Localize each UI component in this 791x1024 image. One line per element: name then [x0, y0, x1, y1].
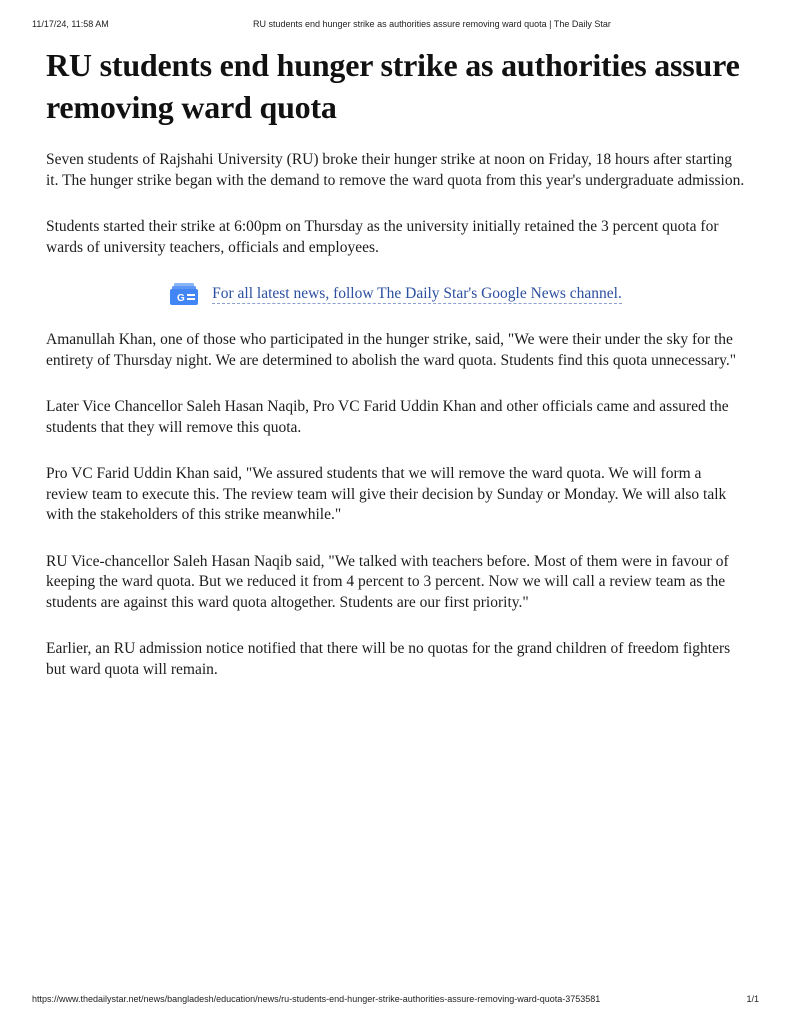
google-news-icon — [170, 283, 198, 305]
print-datetime: 11/17/24, 11:58 AM — [32, 19, 109, 29]
print-header — [0, 19, 791, 33]
article-paragraph: Pro VC Farid Uddin Khan said, "We assured students that we will remove the ward quota. We will form a review team to execute this. The review team will give their decision by Sunday or Monday. We will also talk with the stakeholders of this strike meanwhile." — [46, 465, 727, 523]
print-url[interactable]: https://www.thedailystar.net/news/bangladesh/education/news/ru-students-end-hunger-strike-authorities-assure-removing-ward-quota-3753581 — [32, 994, 601, 1004]
article — [46, 44, 746, 706]
article-paragraph: Amanullah Khan, one of those who participated in the hunger strike, said, "We were their under the sky for the entirety of Thursday night. We are determined to abolish the ward quota. Students find this quota unnecessary." — [46, 331, 737, 369]
print-footer — [0, 994, 791, 1008]
article-paragraph: Seven students of Rajshahi University (RU) broke their hunger strike at noon on Friday, 18 hours after starting it. The hunger strike began with the demand to remove the ward quota from this year's undergraduate admission. — [46, 151, 745, 189]
print-document-title: RU students end hunger strike as authorities assure removing ward quota | The Daily Star — [253, 19, 611, 29]
page-number: 1/1 — [746, 994, 759, 1004]
article-paragraph: Earlier, an RU admission notice notified that there will be no quotas for the grand children of freedom fighters but ward quota will remain. — [46, 640, 731, 678]
article-paragraph: Students started their strike at 6:00pm on Thursday as the university initially retained the 3 percent quota for wards of university teachers, officials and employees. — [46, 218, 719, 256]
svg-text:G: G — [177, 293, 185, 304]
article-body — [46, 150, 746, 680]
article-headline: RU students end hunger strike as authorities assure removing ward quota — [46, 47, 740, 125]
google-news-promo[interactable] — [46, 282, 746, 306]
google-news-link[interactable]: For all latest news, follow The Daily Star's Google News channel. — [212, 285, 622, 302]
article-paragraph: Later Vice Chancellor Saleh Hasan Naqib, Pro VC Farid Uddin Khan and other officials came and assured the students that they will remove this quota. — [46, 398, 729, 436]
article-paragraph: RU Vice-chancellor Saleh Hasan Naqib said, "We talked with teachers before. Most of them were in favour of keeping the ward quota. But we reduced it from 4 percent to 3 percent. Now we will call a review team as the students are against this ward quota altogether. Students are our first priority." — [46, 552, 729, 611]
